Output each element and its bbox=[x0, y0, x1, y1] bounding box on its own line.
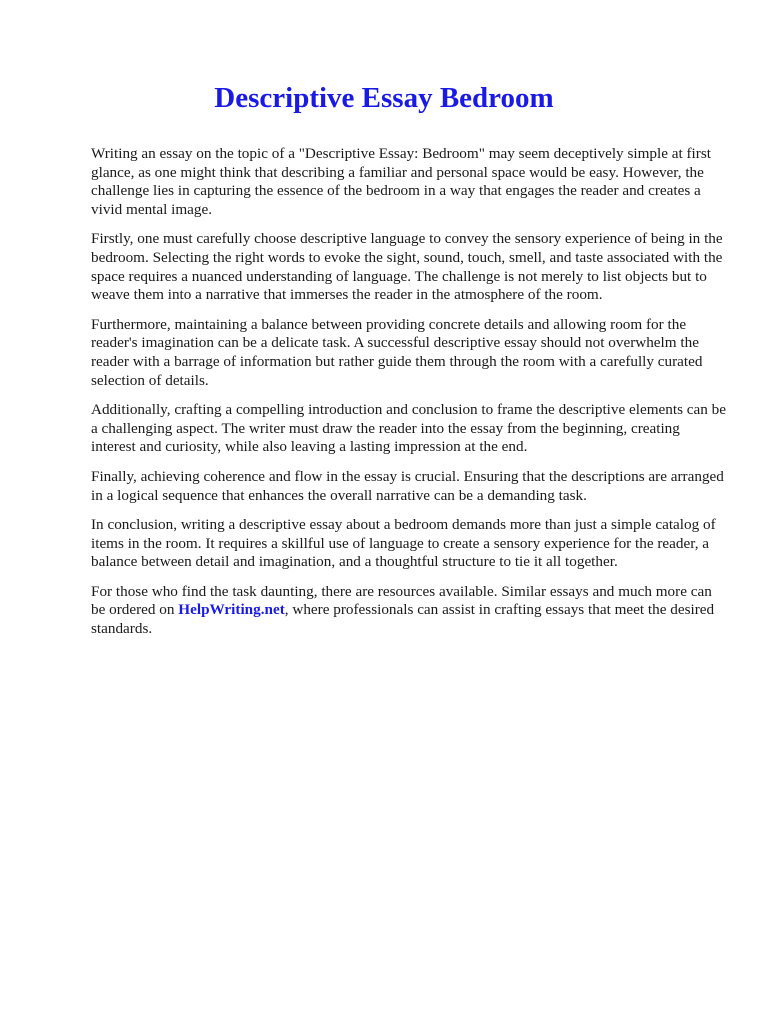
essay-body bbox=[91, 145, 726, 650]
helpwriting-link[interactable]: HelpWriting.net bbox=[178, 601, 285, 619]
paragraph-conclusion: In conclusion, writing a descriptive essay about a bedroom demands more than just a simple catalog of items in the room. It requires a skillful use of language to create a sensory experience for the reader, a balance between detail and imagination, and a thoughtful structure to tie it all together. bbox=[91, 516, 716, 571]
paragraph-language: Firstly, one must carefully choose descriptive language to convey the sensory experience of being in the bedroom. Selecting the right words to evoke the sight, sound, touch, smell, and taste associated with the space requires a nuanced understanding of language. The challenge is not merely to list objects but to weave them into a narrative that immerses the reader in the atmosphere of the room. bbox=[91, 230, 723, 304]
document-title: Descriptive Essay Bedroom bbox=[214, 82, 554, 114]
paragraph-resources bbox=[91, 583, 726, 639]
resources-text-before: For those who find the task daunting, there are resources available. Similar essays and much more can be ordered on bbox=[91, 582, 712, 619]
paragraph-balance: Furthermore, maintaining a balance between providing concrete details and allowing room for the reader's imagination can be a delicate task. A successful descriptive essay should not overwhelm the reader with a barrage of information but rather guide them through the room with a carefully curated selection of details. bbox=[91, 315, 703, 389]
paragraph-introduction-conclusion: Additionally, crafting a compelling introduction and conclusion to frame the descriptive elements can be a challenging aspect. The writer must draw the reader into the essay from the beginning, creating interest and curiosity, while also leaving a lasting impression at the end. bbox=[91, 401, 727, 456]
resources-text-after: , where professionals can assist in crafting essays that meet the desired standards. bbox=[91, 601, 715, 638]
paragraph-coherence: Finally, achieving coherence and flow in the essay is crucial. Ensuring that the descriptions are arranged in a logical sequence that enhances the overall narrative can be a demanding task. bbox=[91, 467, 724, 504]
paragraph-intro: Writing an essay on the topic of a "Descriptive Essay: Bedroom" may seem deceptively simple at first glance, as one might think that describing a familiar and personal space would be easy. However, the challenge lies in capturing the essence of the bedroom in a way that engages the reader and creates a vivid mental image. bbox=[91, 145, 711, 218]
